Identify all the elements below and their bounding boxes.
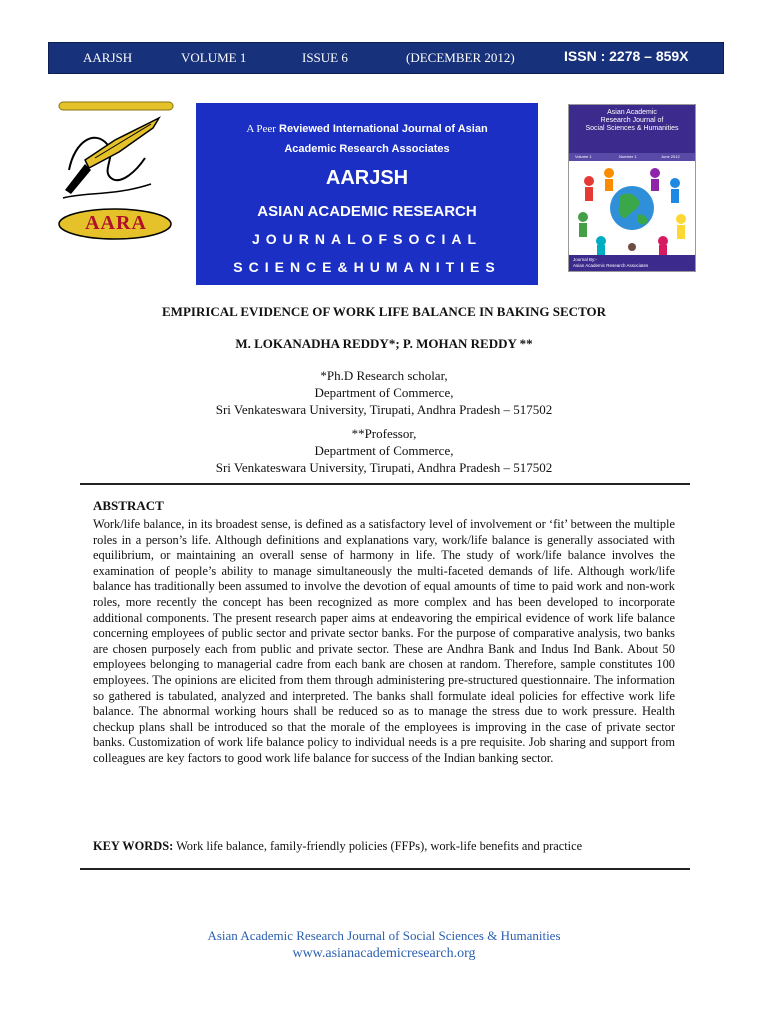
affiliation-1-line-3: Sri Venkateswara University, Tirupati, Andhra Pradesh – 517502 [215, 402, 553, 417]
paper-authors: M. LOKANADHA REDDY*; P. MOHAN REDDY ** [235, 336, 533, 351]
keywords-label: KEY WORDS: [93, 839, 174, 853]
header-issue: ISSUE 6 [302, 50, 348, 65]
header-issn: ISSN : 2278 – 859X [564, 48, 689, 64]
abstract-body [93, 517, 675, 767]
bottom-divider [80, 868, 690, 870]
banner-peer: A Peer [246, 123, 276, 135]
header-date: (DECEMBER 2012) [406, 50, 515, 65]
cover-line-3: Social Sciences & Humanities [585, 125, 679, 132]
banner-line-4: ASIAN ACADEMIC RESEARCH [257, 203, 477, 220]
cover-volume: Volume 1 [575, 154, 592, 159]
aara-logo-text: AARA [85, 212, 147, 234]
affiliation-2-line-3: Sri Venkateswara University, Tirupati, Andhra Pradesh – 517502 [215, 460, 553, 475]
paper-title: EMPIRICAL EVIDENCE OF WORK LIFE BALANCE IN BAKING SECTOR [162, 304, 606, 319]
globe-people-icon [569, 161, 695, 255]
cover-date: June 2012 [661, 154, 680, 159]
cover-info-bar [569, 153, 695, 161]
cover-title [569, 105, 695, 153]
journal-cover-thumbnail [568, 104, 696, 272]
cover-line-2: Research Journal of [600, 117, 664, 124]
footer-website-link[interactable]: www.asianacademicresearch.org [292, 946, 476, 961]
affiliation-2 [0, 425, 768, 476]
affiliation-1 [0, 367, 768, 418]
cover-foot-2: Asian Academic Research Associates [573, 263, 649, 268]
cover-line-1: Asian Academic [607, 109, 657, 116]
aara-logo [55, 100, 177, 242]
header-volume: VOLUME 1 [181, 50, 247, 65]
journal-header-bar [48, 42, 724, 74]
banner-line-6: SCIENCE&HUMANITIES [233, 259, 501, 275]
footer-journal-name: Asian Academic Research Journal of Social Sciences & Humanities [207, 928, 561, 943]
banner-acronym: AARJSH [325, 167, 409, 189]
header-journal: AARJSH [83, 50, 133, 65]
cover-foot-1: Journal By:- [573, 257, 598, 262]
banner-line-2: Academic Research Associates [284, 143, 450, 155]
keywords [93, 839, 693, 854]
affiliation-2-line-2: Department of Commerce, [314, 443, 454, 458]
banner-line-1 [196, 123, 538, 135]
cover-footer [569, 255, 695, 271]
banner-line-5: JOURNALOFSOCIAL [252, 231, 482, 247]
abstract-heading: ABSTRACT [93, 498, 164, 513]
affiliation-1-line-1: *Ph.D Research scholar, [320, 368, 448, 383]
banner-line-1-rest: Reviewed International Journal of Asian [275, 123, 488, 135]
affiliation-2-line-1: **Professor, [351, 426, 417, 441]
cover-number: Number 1 [619, 154, 637, 159]
journal-banner [196, 103, 538, 285]
affiliation-1-line-2: Department of Commerce, [314, 385, 454, 400]
keywords-text: Work life balance, family-friendly policies (FFPs), work-life benefits and practice [173, 839, 583, 853]
abstract-text: Work/life balance, in its broadest sense, is defined as a satisfactory level of involvement or ‘fit’ between the multiple roles in a person’s life. Although definitions and explanations vary, work/life balance is generally associated with equilibrium, or maintaining an overall sense of harmony in life. The study of work/life balance involves the examination of people’s ability to manage simultaneously the multi-faceted demands of life. Although work/life balance has traditionally been assumed to involve the devotion of equal amounts of time to paid work and non-work roles, more recently the concept has been recognized as more complex and has been developed to incorporate additional components. The present research paper aims at endeavoring the empirical evidence of work life balance concerning employees of public sector and private sector banks. For the purpose of comparative analysis, two banks are chosen purposely each from public and private sector. These are Andhra Bank and Indus Ind Bank. About 50 employees belonging to managerial cadre from each bank are chosen at random. Therefore, sample constitutes 100 employees. The opinions are elicited from them through administering pre-structured questionnaire. The information so gathered is tabulated, analyzed and interpreted. The banks shall formulate ideal policies for effective work life balance. The abnormal working hours shall be reduced so as to manage the stress due to work pressure. Health checkup plans shall be introduced so that the morale of the employees is improving in the case of private sector banks. Customization of work life balance policy to individual needs is a pre requisite. Job sharing and support from colleagues are key factors to good work life balance for success of the Indian banking sector. [93, 517, 675, 765]
top-divider [80, 483, 690, 485]
